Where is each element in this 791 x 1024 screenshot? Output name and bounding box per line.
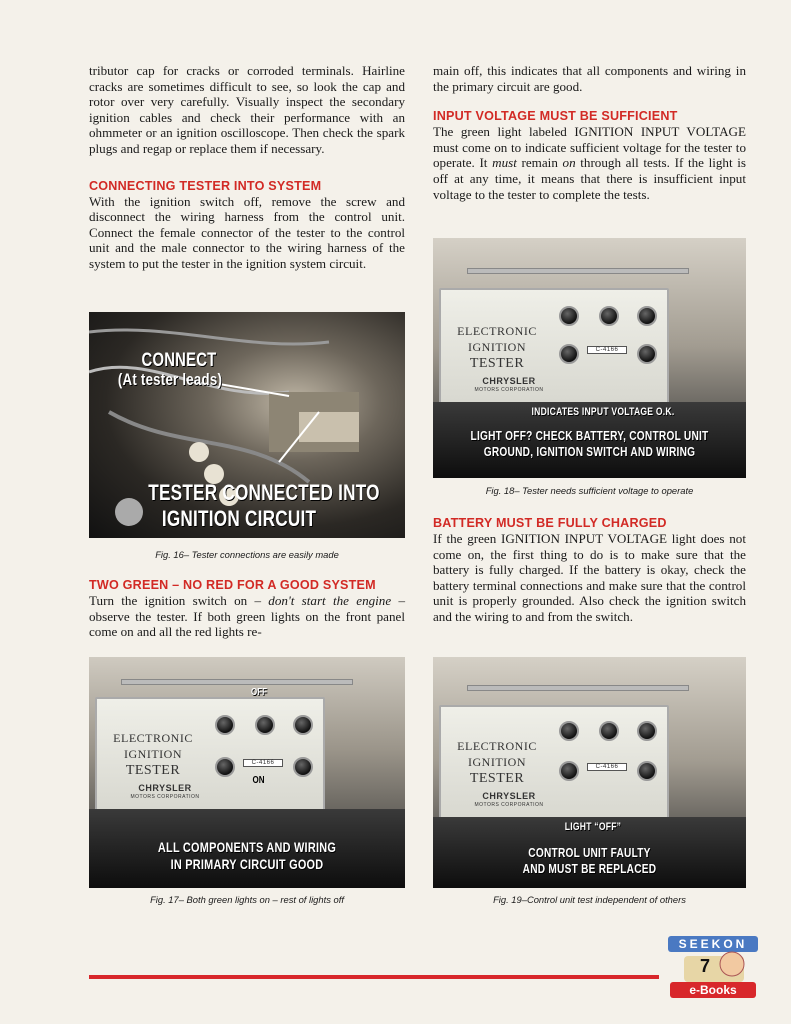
left-paragraph-1: tributor cap for cracks or corroded terminals. Hairline cracks are sometimes difficult to see, so look the cap and rotor over very carefully. Visually inspect the secondary ignition cables and check their performance with an ohmmeter or an ignition oscilloscope. Then check the spark plugs and regap or replace them if necessary. (89, 63, 405, 156)
knob-5-icon (293, 757, 313, 777)
fig17-main-label-2: IN PRIMARY CIRCUIT GOOD (170, 856, 324, 872)
heading-input-voltage: INPUT VOLTAGE MUST BE SUFFICIENT (433, 109, 678, 124)
fig16-main-label-2: IGNITION CIRCUIT (161, 506, 317, 531)
fig17-main-label-1: ALL COMPONENTS AND WIRING (157, 839, 337, 855)
knob-2-icon (599, 306, 619, 326)
para2-text-c: through all tests. If the light is off at any time, it means that there is insufficient input voltage to the tester to complete the tests. (433, 155, 746, 202)
brand-line3-19: TESTER (469, 771, 525, 786)
fig16-connect-label: CONNECT (141, 350, 217, 371)
fig17-tester-panel (95, 697, 325, 811)
left-paragraph-2: With the ignition switch off, remove the screw and disconnect the wiring harness from the control unit. Connect the female connector of the tester to the control unit and the male connector to the wiring harness of the system to put the tester in the ignition system circuit. (89, 193, 405, 271)
fig16-caption: Fig. 16– Tester connections are easily made (155, 549, 339, 560)
fig18-photo (433, 238, 746, 478)
fig17-caption: Fig. 17– Both green lights on – rest of lights off (150, 894, 344, 905)
fig18-main-label-1: LIGHT OFF? CHECK BATTERY, CONTROL UNIT (470, 428, 709, 443)
brand-line1: ELECTRONIC (113, 731, 193, 745)
maker-sub: MOTORS CORPORATION (130, 794, 200, 800)
brand-line3-18: TESTER (469, 356, 525, 371)
fig19-main-label-1: CONTROL UNIT FAULTY (528, 845, 651, 860)
right-paragraph-1: main off, this indicates that all components and wiring in the primary circuit are good. (433, 63, 746, 94)
fig18-top-label: INDICATES INPUT VOLTAGE O.K. (531, 406, 675, 418)
maker-name-19: CHRYSLER (482, 791, 536, 801)
knob-1-icon (215, 715, 235, 735)
fig16-leads-label: (At tester leads) (117, 370, 223, 389)
knob-4-icon (559, 761, 579, 781)
para3-text-a: Turn the ignition switch on – (89, 593, 269, 608)
fig18-caption: Fig. 18– Tester needs sufficient voltage to operate (485, 485, 694, 496)
fig19-top-label: LIGHT “OFF” (564, 821, 622, 833)
right-paragraph-2 (433, 124, 746, 202)
para2-text-b: remain (516, 155, 563, 171)
badge-top-text: SEEKON (678, 937, 748, 951)
right-paragraph-3: If the green IGNITION INPUT VOLTAGE light does not come on, the first thing to do is to make sure that the battery is fully charged. If the battery is okay, check the battery terminal connections and make sure that the control unit is properly grounded. Also check the ignition switch and the wiring to and from the switch. (433, 531, 746, 624)
brand-line2-19: IGNITION (468, 755, 526, 769)
brand-line2: IGNITION (124, 747, 182, 761)
fig17-on-label: ON (252, 775, 265, 786)
tester-handle-18 (467, 268, 689, 274)
fig17-photo (89, 657, 405, 888)
fig18-main-label-2: GROUND, IGNITION SWITCH AND WIRING (483, 444, 696, 459)
fig18-tester-panel (439, 288, 669, 404)
fig16-main-label-1: TESTER CONNECTED INTO (148, 480, 380, 505)
maker-name-18: CHRYSLER (482, 376, 536, 386)
brand-line2-18: IGNITION (468, 340, 526, 354)
para3-text-b: – observe the tester. If both green lights on the front panel come on and all the red lights re- (89, 593, 405, 640)
maker-sub-18: MOTORS CORPORATION (474, 387, 544, 393)
fig19-main-label-2: AND MUST BE REPLACED (522, 861, 657, 876)
tester-handle-19 (467, 685, 689, 691)
knob-4-icon (215, 757, 235, 777)
brand-line1-19: ELECTRONIC (457, 739, 537, 753)
model-number-18: C-4166 (587, 346, 627, 354)
badge-bottom-text: e-Books (689, 983, 737, 997)
fig16-photo (89, 312, 405, 538)
right-column-lower (433, 516, 746, 625)
fig17-off-label: OFF (251, 687, 267, 698)
knob-3-icon (637, 721, 657, 741)
page-number: 7 (700, 956, 711, 976)
publisher-badge (664, 932, 762, 1002)
brand-line3: TESTER (125, 763, 181, 778)
para3-emphasis: don't start the engine (268, 593, 392, 608)
right-column (433, 63, 746, 202)
fig19-photo (433, 657, 746, 888)
knob-5-icon (637, 761, 657, 781)
knob-3-icon (293, 715, 313, 735)
knob-1-icon (559, 306, 579, 326)
heading-battery-charged: BATTERY MUST BE FULLY CHARGED (433, 516, 667, 530)
fig19-tester-panel (439, 705, 669, 819)
knob-5-icon (637, 344, 657, 364)
knob-1-icon (559, 721, 579, 741)
maker-name: CHRYSLER (138, 783, 192, 793)
para2-emphasis-must: must (492, 155, 517, 171)
maker-sub-19: MOTORS CORPORATION (474, 802, 544, 808)
heading-two-green: TWO GREEN – NO RED FOR A GOOD SYSTEM (89, 578, 376, 592)
brand-line1-18: ELECTRONIC (457, 324, 537, 338)
knob-4-icon (559, 344, 579, 364)
knob-3-icon (637, 306, 657, 326)
tester-handle (121, 679, 353, 685)
left-column (89, 63, 405, 272)
left-paragraph-3 (89, 593, 405, 640)
knob-2-icon (599, 721, 619, 741)
model-number-19: C-4166 (587, 763, 627, 771)
para2-emphasis-on: on (562, 155, 576, 171)
left-column-lower (89, 578, 405, 640)
model-number: C-4166 (243, 759, 283, 767)
footer-rule (89, 975, 659, 979)
para2-text-a: The green light labeled IGNITION INPUT VOLTAGE must come on to indicate sufficient voltage for the tester to operate. It (433, 124, 746, 171)
fig19-caption: Fig. 19–Control unit test independent of others (493, 894, 686, 905)
heading-connecting-tester: CONNECTING TESTER INTO SYSTEM (89, 178, 322, 193)
knob-2-icon (255, 715, 275, 735)
